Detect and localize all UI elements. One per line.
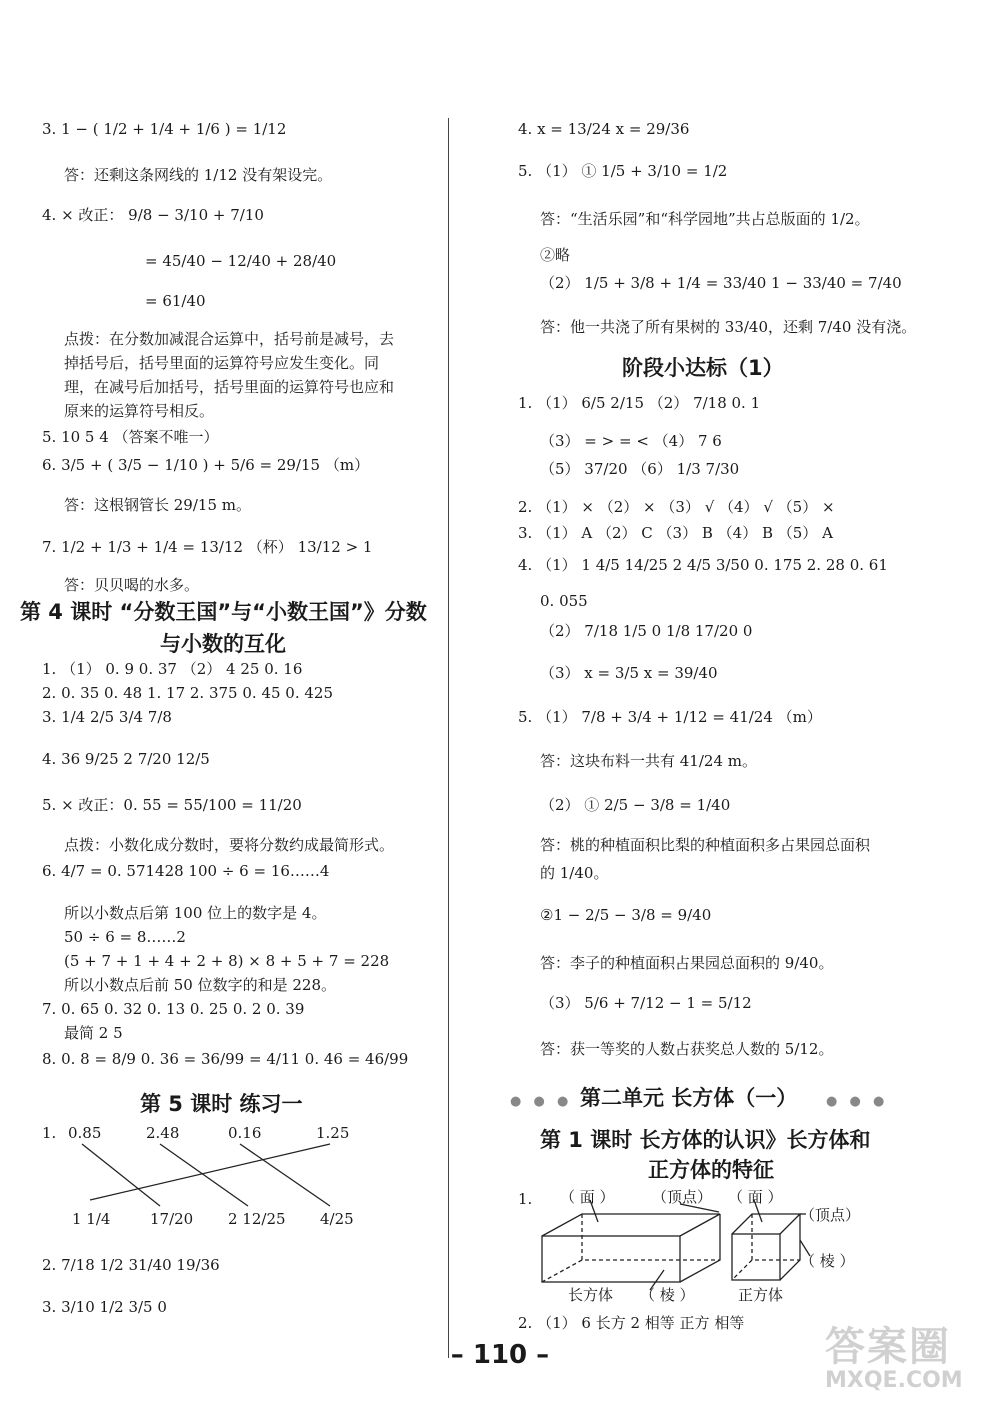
- section-heading: 正方体的特征: [648, 1158, 774, 1182]
- watermark-url: MXQE.COM: [825, 1368, 963, 1393]
- answer-line: 6. 3/5 + ( 3/5 − 1/10 ) + 5/6 = 29/15 （m）: [42, 456, 370, 474]
- answer-line: 3. 3/10 1/2 3/5 0: [42, 1298, 167, 1316]
- answer-line: 1. （1） 0. 9 0. 37 （2） 4 25 0. 16: [42, 660, 303, 678]
- answer-line: 5. 10 5 4 （答案不唯一）: [42, 428, 219, 446]
- page-number: – 110 –: [450, 1340, 550, 1370]
- match-top-3: 0.16: [228, 1124, 262, 1142]
- answer-line: 答：李子的种植面积占果园总面积的 9/40。: [540, 954, 834, 972]
- answer-line: 最简 2 5: [64, 1024, 123, 1042]
- answer-line: 答：桃的种植面积比梨的种植面积多占果园总面积: [540, 836, 871, 854]
- cuboid-face-label: （ 面 ）: [560, 1188, 615, 1206]
- match-bottom-3: 2 12/25: [228, 1210, 286, 1228]
- answer-line: （2） 7/18 1/5 0 1/8 17/20 0: [540, 622, 753, 640]
- answer-line: 答：这块布料一共有 41/24 m。: [540, 752, 757, 770]
- match-top-2: 2.48: [146, 1124, 180, 1142]
- answer-line: 答：获一等奖的人数占获奖总人数的 5/12。: [540, 1040, 834, 1058]
- cuboid-name: 长方体: [568, 1286, 614, 1304]
- answer-line: 8. 0. 8 = 8/9 0. 36 = 36/99 = 4/11 0. 46 = 46/99: [42, 1050, 409, 1068]
- answer-line: 7. 0. 65 0. 32 0. 13 0. 25 0. 2 0. 39: [42, 1000, 305, 1018]
- answer-line: 2. 0. 35 0. 48 1. 17 2. 375 0. 45 0. 425: [42, 684, 334, 702]
- section-heading: 阶段小达标（1）: [622, 356, 784, 380]
- section-heading: 第二单元 长方体（一）: [580, 1086, 798, 1110]
- answer-line: 6. 4/7 = 0. 571428 100 ÷ 6 = 16……4: [42, 862, 330, 880]
- decorative-dots-left: ● ● ●: [510, 1094, 573, 1109]
- decorative-dots-right: ● ● ●: [826, 1094, 889, 1109]
- answer-line: 4. × 改正： 9/8 − 3/10 + 7/10: [42, 206, 264, 224]
- cuboid-edge-label: （ 棱 ）: [640, 1286, 695, 1304]
- match-bottom-2: 17/20: [150, 1210, 194, 1228]
- match-bottom-1: 1 1/4: [72, 1210, 111, 1228]
- answer-line: （5） 37/20 （6） 1/3 7/30: [540, 460, 740, 478]
- answer-line: = 61/40: [145, 292, 206, 310]
- answer-line: （2） 1/5 + 3/8 + 1/4 = 33/40 1 − 33/40 = 7/40: [540, 274, 902, 292]
- answer-line: ②略: [540, 246, 571, 264]
- answer-line: 4. 36 9/25 2 7/20 12/5: [42, 750, 210, 768]
- answer-line: 2. （1） 6 长方 2 相等 正方 相等: [518, 1314, 745, 1332]
- watermark-logo: 答案圈: [825, 1324, 951, 1370]
- cube-face-label: （ 面 ）: [728, 1188, 783, 1206]
- answer-line: 5. （1） ① 1/5 + 3/10 = 1/2: [518, 162, 728, 180]
- answer-line: 2. （1） × （2） × （3） √ （4） √ （5） ×: [518, 498, 835, 516]
- answer-line: 答：贝贝喝的水多。: [64, 576, 200, 594]
- answer-line: 3. 1/4 2/5 3/4 7/8: [42, 708, 172, 726]
- answer-line: 所以小数点后前 50 位数字的和是 228。: [64, 976, 337, 994]
- answer-line: （3） = > = < （4） 7 6: [540, 432, 722, 450]
- answer-line: 3. （1） A （2） C （3） B （4） B （5） A: [518, 524, 833, 542]
- answer-line: 5. × 改正：0. 55 = 55/100 = 11/20: [42, 796, 302, 814]
- answer-line: 原来的运算符号相反。: [64, 402, 215, 420]
- watermark: [825, 1315, 963, 1393]
- answer-line: 7. 1/2 + 1/3 + 1/4 = 13/12 （杯） 13/12 > 1: [42, 538, 373, 556]
- answer-line: 理，在减号后加括号，括号里面的运算符号也应和: [64, 378, 395, 396]
- section-heading: 与小数的互化: [160, 632, 286, 656]
- section-heading: 第 4 课时 “分数王国”与“小数王国”》分数: [20, 600, 427, 624]
- answer-line: 0. 055: [540, 592, 588, 610]
- answer-line: 50 ÷ 6 = 8……2: [64, 928, 186, 946]
- match-top-4: 1.25: [316, 1124, 350, 1142]
- matching-num: 1.: [42, 1124, 57, 1142]
- answer-line: 掉括号后，括号里面的运算符号应发生变化。同: [64, 354, 380, 372]
- answer-line: （3） x = 3/5 x = 39/40: [540, 664, 718, 682]
- answer-line: （3） 5/6 + 7/12 − 1 = 5/12: [540, 994, 752, 1012]
- cube-vertex-label: （顶点）: [800, 1206, 861, 1224]
- answer-line: 答：他一共浇了所有果树的 33/40，还剩 7/40 没有浇。: [540, 318, 917, 336]
- answer-line: 答：还剩这条网线的 1/12 没有架设完。: [64, 166, 333, 184]
- answer-line: 2. 7/18 1/2 31/40 19/36: [42, 1256, 220, 1274]
- answer-line: = 45/40 − 12/40 + 28/40: [145, 252, 337, 270]
- cube-name: 正方体: [738, 1286, 784, 1304]
- answer-line: (5 + 7 + 1 + 4 + 2 + 8) × 8 + 5 + 7 = 228: [64, 952, 390, 970]
- section-heading: 第 5 课时 练习一: [140, 1092, 303, 1116]
- answer-line: 1. （1） 6/5 2/15 （2） 7/18 0. 1: [518, 394, 761, 412]
- answer-line: 的 1/40。: [540, 864, 609, 882]
- cube-edge-label: （ 棱 ）: [800, 1252, 855, 1270]
- answer-line: 所以小数点后第 100 位上的数字是 4。: [64, 904, 327, 922]
- answer-line: 4. （1） 1 4/5 14/25 2 4/5 3/50 0. 175 2. 28 0. 61: [518, 556, 888, 574]
- answer-line: 答：这根钢管长 29/15 m。: [64, 496, 251, 514]
- answer-line: 3. 1 − ( 1/2 + 1/4 + 1/6 ) = 1/12: [42, 120, 287, 138]
- answer-line: 5. （1） 7/8 + 3/4 + 1/12 = 41/24 （m）: [518, 708, 822, 726]
- answer-line: 点拨：小数化成分数时，要将分数约成最简形式。: [64, 836, 395, 854]
- answer-line: 点拨：在分数加减混合运算中，括号前是减号，去: [64, 330, 395, 348]
- answer-line: ②1 − 2/5 − 3/8 = 9/40: [540, 906, 712, 924]
- answer-line: 4. x = 13/24 x = 29/36: [518, 120, 690, 138]
- match-top-1: 0.85: [68, 1124, 102, 1142]
- section-heading: 第 1 课时 长方体的认识》长方体和: [540, 1128, 871, 1152]
- cuboid-vertex-label: （顶点）: [652, 1188, 713, 1206]
- match-bottom-4: 4/25: [320, 1210, 354, 1228]
- answer-line: 答：“生活乐园”和“科学园地”共占总版面的 1/2。: [540, 210, 870, 228]
- answer-line: （2） ① 2/5 − 3/8 = 1/40: [540, 796, 731, 814]
- figure-num: 1.: [518, 1190, 533, 1208]
